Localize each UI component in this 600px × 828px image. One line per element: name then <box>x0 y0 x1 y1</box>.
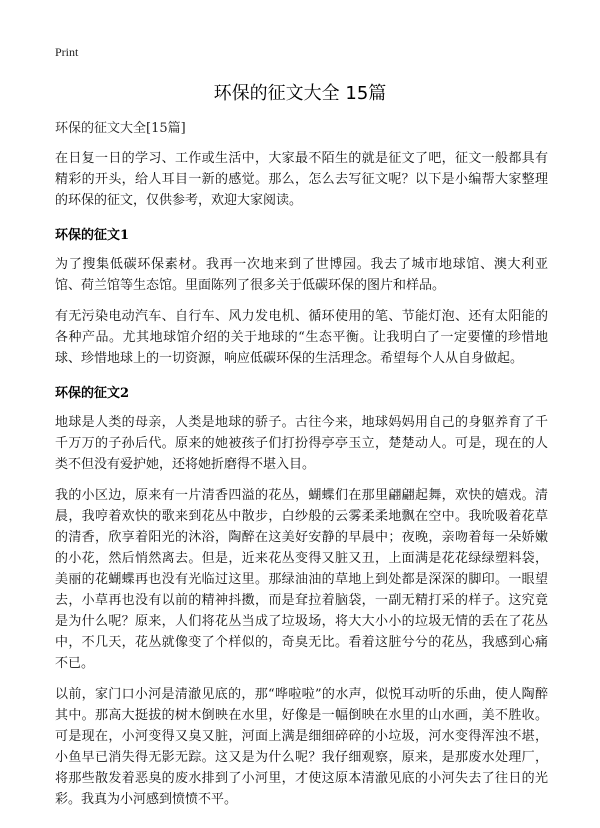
intro-paragraph: 在日复一日的学习、工作或生活中，大家最不陌生的就是征文了吧，征文一般都具有精彩的开头，给人耳目一新的感觉。那么，怎么去写征文呢？以下是小编帮大家整理的环保的征文，仅供参考，欢迎大家阅读。 <box>55 151 548 208</box>
section-2-paragraph-1: 地球是人类的母亲，人类是地球的骄子。古往今来，地球妈妈用自己的身躯养育了千千万万的子孙后代。原来的她被孩子们打扮得亭亭玉立，楚楚动人。可是，现在的人类不但没有爱护她，还将她折磨得不堪入目。 <box>55 415 548 472</box>
section-2-paragraph-3: 以前，家门口小河是清澈见底的，那“哗啦啦”的水声，似悦耳动听的乐曲，使人陶醉其中。那高大挺拔的树木倒映在水里，好像是一幅倒映在水里的山水画，美不胜收。可是现在，小河变得又臭又脏，河面上满是细细碎碎的小垃圾，河水变得浑浊不堪，小鱼早已消失得无影无踪。这又是为什么呢？我仔细观察，原来，是那废水处理厂，将那些散发着恶臭的废水排到了小河里，才使这原本清澈见底的小河失去了往日的光彩。我真为小河感到愤愤不平。 <box>55 687 548 807</box>
section-1-paragraph-2: 有无污染电动汽车、自行车、风力发电机、循环使用的笔、节能灯泡、还有太阳能的各种产品。尤其地球馆介绍的关于地球的“生态平衡。让我明白了一定要懂的珍惜地球、珍惜地球上的一切资源，响应低碳环保的生活理念。希望每个人从自身做起。 <box>55 309 548 366</box>
section-2-paragraph-2: 我的小区边，原来有一片清香四溢的花丛，蝴蝶们在那里翩翩起舞，欢快的嬉戏。清晨，我哼着欢快的歌来到花丛中散步，白纱般的云雾柔柔地飘在空中。我吮吸着花草的清香，欣享着阳光的沐浴，陶醉在这美好安静的早晨中；夜晚，亲吻着每一朵娇嫩的小花，然后悄然离去。但是，近来花丛变得又脏又丑，上面满是花花绿绿塑料袋，美丽的花蝴蝶再也没有光临过这里。那绿油油的草地上到处都是深深的脚印。一眼望去，小草再也没有以前的精神抖擞，而是耷拉着脑袋，一副无精打采的样子。这究竟是为什么呢？原来，人们将花丛当成了垃圾场，将大大小小的垃圾无情的丢在了花丛中，不几天，花丛就像变了个样似的，奇臭无比。看着这脏兮兮的花丛，我感到心痛不已。 <box>55 488 548 671</box>
section-heading-1: 环保的征文1 <box>55 228 130 243</box>
section-1-paragraph-1: 为了搜集低碳环保素材。我再一次地来到了世博园。我去了城市地球馆、澳大利亚馆、荷兰馆等生态馆。里面陈列了很多关于低碳环保的图片和样品。 <box>55 257 548 293</box>
section-heading-2: 环保的征文2 <box>55 386 130 401</box>
print-link[interactable]: Print <box>55 45 79 59</box>
article-subtitle: 环保的征文大全[15篇] <box>55 121 186 136</box>
page-title: 环保的征文大全 15篇 <box>213 83 387 104</box>
article-body <box>55 118 548 820</box>
